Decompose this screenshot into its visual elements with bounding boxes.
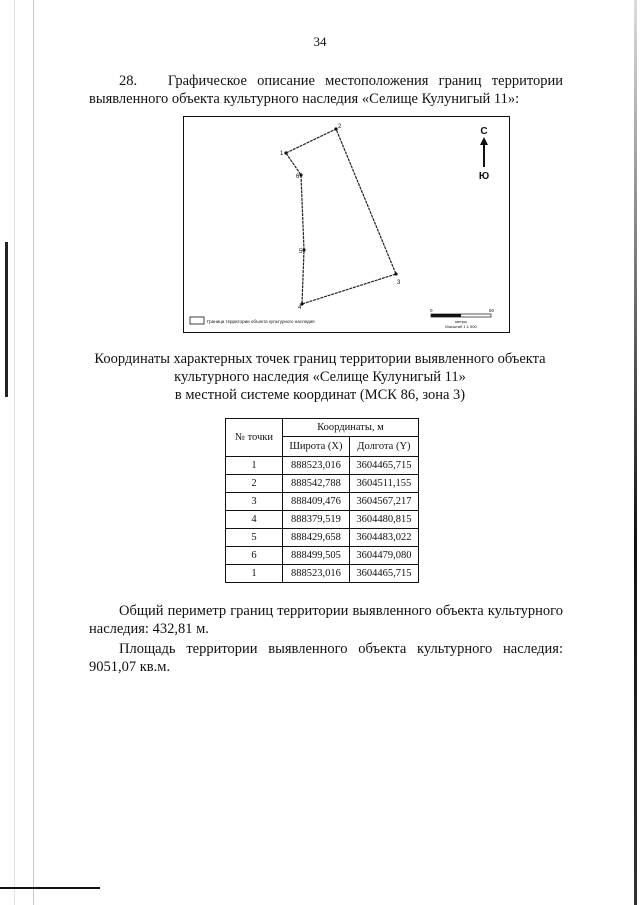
cell-x: 888429,658 [283,529,350,547]
point-label: 2 [338,124,342,130]
cell-point: 5 [226,529,283,547]
table-row [226,493,419,511]
item-number: 28. [119,73,138,89]
table-row [226,547,419,565]
svg-text:50: 50 [489,308,495,313]
svg-text:метры: метры [455,319,467,324]
perimeter-text: Общий периметр границ территории выявленного объекта культурного наследия: 432,81 м. [89,603,563,637]
scan-edge [14,0,15,905]
cell-point: 6 [226,547,283,565]
table-row [226,529,419,547]
cell-y: 3604465,715 [349,565,418,583]
cell-point: 1 [226,565,283,583]
point-label: 4 [298,305,302,311]
scan-edge [33,0,34,905]
cell-x: 888499,505 [283,547,350,565]
header-lat: Широта (X) [283,437,350,457]
map-drawing [184,117,509,332]
scale-bar [430,308,495,329]
cell-y: 3604511,155 [349,475,418,493]
point-label: 3 [397,280,401,286]
cell-x: 888379,519 [283,511,350,529]
table-row [226,511,419,529]
table-row [226,457,419,475]
svg-text:Масштаб 1:1 500: Масштаб 1:1 500 [445,324,477,329]
table-row [226,475,419,493]
cell-x: 888523,016 [283,565,350,583]
cell-y: 3604567,217 [349,493,418,511]
legend-text: Граница территории объекта культурного наследия [207,319,315,324]
north-arrow-icon [479,126,489,182]
point-marker [394,272,397,275]
cell-y: 3604479,080 [349,547,418,565]
cell-point: 2 [226,475,283,493]
point-label: 6 [296,174,300,180]
scan-edge [0,887,100,889]
point-label: 1 [280,151,284,157]
coordinates-caption [60,350,580,404]
perimeter-paragraph [89,602,563,638]
cell-y: 3604483,022 [349,529,418,547]
cell-x: 888409,476 [283,493,350,511]
table-row [226,565,419,583]
south-label: Ю [478,171,490,182]
cell-x: 888542,788 [283,475,350,493]
scan-mark [5,242,8,397]
map-legend [190,317,315,324]
area-paragraph [89,640,563,676]
point-marker [299,173,302,176]
area-text: Площадь территории выявленного объекта культурного наследия: 9051,07 кв.м. [89,641,563,675]
point-label: 5 [299,249,303,255]
north-label: С [480,126,488,137]
header-coordinates: Координаты, м [283,419,419,437]
caption-line: в местной системе координат (МСК 86, зона 3) [174,387,466,403]
coordinates-table [225,418,419,583]
header-lon: Долгота (Y) [349,437,418,457]
point-marker [284,151,287,154]
cell-point: 1 [226,457,283,475]
cell-x: 888523,016 [283,457,350,475]
caption-line: культурного наследия «Селище Кулунигый 11» [174,369,466,385]
svg-text:0: 0 [430,308,433,313]
page-number: 34 [313,34,327,49]
cell-y: 3604480,815 [349,511,418,529]
point-marker [302,248,305,251]
scan-edge [634,0,637,905]
caption-line: Координаты характерных точек границ территории выявленного объекта [94,351,546,367]
section-heading [89,72,563,108]
heading-text: Графическое описание местоположения границ территории выявленного объекта культурного наследия «Селище Кулунигый 11»: [89,73,563,107]
cell-y: 3604465,715 [349,457,418,475]
boundary-polygon [286,129,396,304]
cell-point: 3 [226,493,283,511]
boundary-map [183,116,510,333]
header-point: № точки [226,419,283,457]
cell-point: 4 [226,511,283,529]
